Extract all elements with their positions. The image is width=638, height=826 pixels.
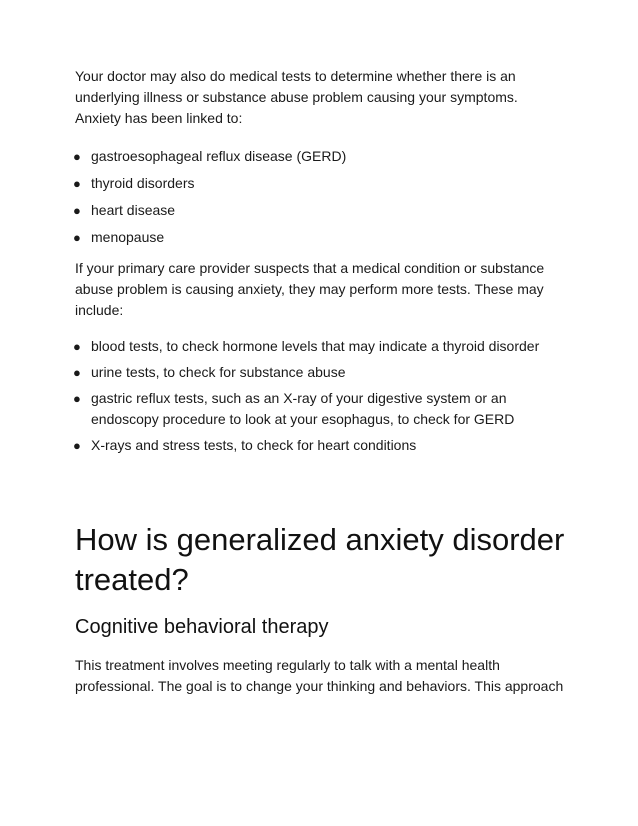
list-item-text: heart disease [91, 202, 176, 218]
list-item-text: gastroesophageal reflux disease (GERD) [91, 148, 347, 164]
list-item-text: X-rays and stress tests, to check for heart conditions [91, 437, 417, 453]
therapy-paragraph: This treatment involves meeting regularly to talk with a mental health professional. The goal is to change your thinking and behaviors. This approach [75, 657, 564, 694]
tests-list [75, 336, 565, 456]
list-item [75, 435, 565, 456]
list-item-text: urine tests, to check for substance abuse [91, 364, 346, 380]
list-item-text: blood tests, to check hormone levels that may indicate a thyroid disorder [91, 338, 540, 354]
bullet-icon: ● [73, 438, 81, 453]
section-heading: How is generalized anxiety disorder treated? [75, 522, 565, 597]
document-page [75, 64, 565, 697]
bullet-icon: ● [73, 365, 81, 380]
conditions-list [75, 146, 565, 248]
list-item-text: menopause [91, 229, 165, 245]
list-item [75, 388, 565, 430]
list-item [75, 227, 565, 248]
bullet-icon: ● [73, 149, 81, 164]
bullet-icon: ● [73, 176, 81, 191]
list-item [75, 146, 565, 167]
subsection-heading: Cognitive behavioral therapy [75, 616, 329, 638]
list-item [75, 336, 565, 357]
list-item-text: thyroid disorders [91, 175, 195, 191]
intro-paragraph: Your doctor may also do medical tests to determine whether there is an underlying illness or substance abuse problem causing your symptoms. Anxiety has been linked to: [75, 68, 518, 126]
list-item [75, 200, 565, 221]
tests-intro-paragraph: If your primary care provider suspects that a medical condition or substance abuse problem is causing anxiety, they may perform more tests. These may include: [75, 260, 545, 318]
list-item [75, 362, 565, 383]
list-item [75, 173, 565, 194]
list-item-text: gastric reflux tests, such as an X-ray of your digestive system or an endoscopy procedure to look at your esophagus, to check for GERD [91, 390, 515, 427]
bullet-icon: ● [73, 339, 81, 354]
bullet-icon: ● [73, 230, 81, 245]
bullet-icon: ● [73, 391, 81, 406]
bullet-icon: ● [73, 203, 81, 218]
